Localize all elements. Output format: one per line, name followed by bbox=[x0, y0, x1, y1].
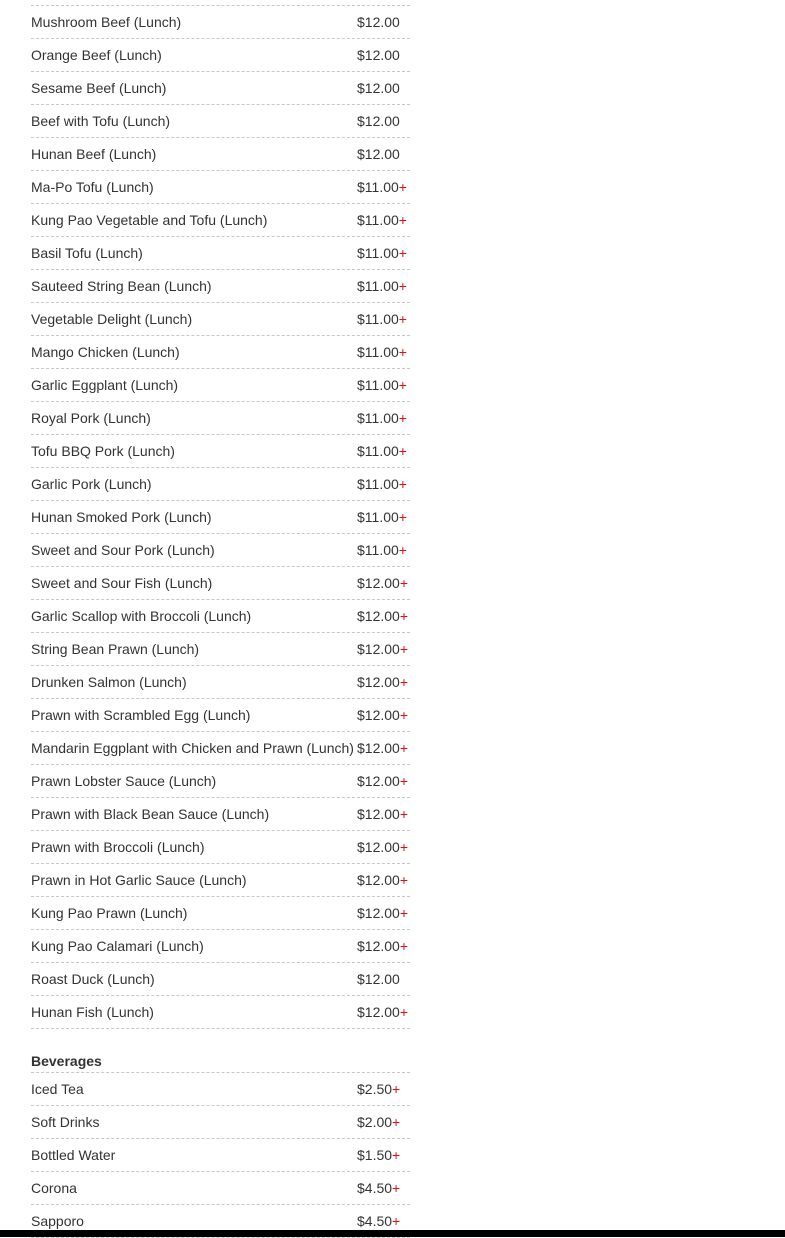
menu-item-name: Sweet and Sour Pork (Lunch) bbox=[31, 542, 215, 558]
add-item-plus-icon[interactable]: + bbox=[399, 938, 409, 954]
menu-item-price-cell bbox=[357, 806, 410, 822]
menu-item-price-cell bbox=[357, 905, 410, 921]
menu-item-name: Drunken Salmon (Lunch) bbox=[31, 674, 187, 690]
menu-item-row[interactable] bbox=[31, 402, 410, 435]
section-spacer bbox=[31, 1029, 410, 1051]
menu-item-price: $12.00 bbox=[357, 938, 400, 954]
menu-item-price: $12.00 bbox=[357, 839, 400, 855]
menu-item-price-cell bbox=[357, 872, 410, 888]
menu-item-row[interactable] bbox=[31, 171, 410, 204]
add-item-plus-icon[interactable]: + bbox=[399, 575, 409, 591]
menu-item-row[interactable] bbox=[31, 699, 410, 732]
menu-item-price: $12.00 bbox=[357, 674, 400, 690]
menu-item-price-cell bbox=[357, 938, 410, 954]
menu-item-price: $11.00 bbox=[357, 443, 399, 459]
menu-item-price-cell bbox=[357, 212, 410, 228]
menu-item-price-cell bbox=[357, 641, 410, 657]
menu-item-row[interactable] bbox=[31, 633, 410, 666]
menu-item-row[interactable] bbox=[31, 864, 410, 897]
add-item-plus-icon[interactable]: + bbox=[398, 245, 407, 261]
menu-item-price-cell bbox=[357, 971, 410, 987]
menu-item-name: Kung Pao Prawn (Lunch) bbox=[31, 905, 188, 921]
menu-item-row[interactable] bbox=[31, 105, 410, 138]
add-item-plus-icon[interactable]: + bbox=[399, 773, 409, 789]
menu-item-name: Ma-Po Tofu (Lunch) bbox=[31, 179, 154, 195]
add-item-plus-icon[interactable]: + bbox=[399, 1004, 409, 1020]
menu-item-row[interactable] bbox=[31, 1073, 410, 1106]
menu-item-price-cell bbox=[357, 47, 410, 63]
menu-item-price: $12.00 bbox=[357, 146, 400, 162]
menu-item-price: $11.00 bbox=[357, 245, 399, 261]
menu-item-price: $12.00 bbox=[357, 971, 400, 987]
menu-item-price: $11.00 bbox=[357, 542, 399, 558]
menu-item-row[interactable] bbox=[31, 666, 410, 699]
menu-item-row[interactable] bbox=[31, 336, 410, 369]
menu-item-price-cell bbox=[357, 14, 410, 30]
menu-item-price: $11.00 bbox=[357, 410, 399, 426]
beverages-section bbox=[31, 1073, 410, 1238]
menu-item-price-cell bbox=[357, 311, 410, 327]
add-item-plus-icon[interactable]: + bbox=[398, 443, 407, 459]
menu-item-row[interactable] bbox=[31, 6, 410, 39]
menu-item-row[interactable] bbox=[31, 435, 410, 468]
menu-item-price-cell bbox=[357, 179, 410, 195]
menu-item-name: Mango Chicken (Lunch) bbox=[31, 344, 180, 360]
menu-item-name: Beef with Tofu (Lunch) bbox=[31, 113, 171, 129]
menu-item-price-cell bbox=[357, 509, 410, 525]
menu-item-price-cell bbox=[357, 113, 410, 129]
menu-item-price: $4.50 bbox=[357, 1180, 393, 1196]
menu-item-row[interactable] bbox=[31, 732, 410, 765]
menu-item-name: Garlic Pork (Lunch) bbox=[31, 476, 152, 492]
menu-item-row[interactable] bbox=[31, 468, 410, 501]
add-item-plus-icon[interactable]: + bbox=[399, 707, 409, 723]
menu-item-price-cell bbox=[357, 377, 410, 393]
menu-item-price: $12.00 bbox=[357, 47, 400, 63]
menu-item-price: $12.00 bbox=[357, 113, 400, 129]
menu-item-row[interactable] bbox=[31, 1172, 410, 1205]
menu-item-price: $12.00 bbox=[357, 905, 400, 921]
menu-item-price: $12.00 bbox=[357, 707, 400, 723]
menu-item-row[interactable] bbox=[31, 963, 410, 996]
add-item-plus-icon[interactable]: + bbox=[398, 179, 407, 195]
menu-item-price: $12.00 bbox=[357, 641, 400, 657]
menu-item-name: Hunan Beef (Lunch) bbox=[31, 146, 157, 162]
menu-item-price: $2.00 bbox=[357, 1114, 393, 1130]
menu-item-row[interactable] bbox=[31, 996, 410, 1029]
menu-item-price: $2.50 bbox=[357, 1081, 393, 1097]
menu-item-price-cell bbox=[357, 1147, 410, 1163]
menu-item-name: Royal Pork (Lunch) bbox=[31, 410, 151, 426]
menu-item-price: $12.00 bbox=[357, 773, 400, 789]
menu-item-price: $11.00 bbox=[357, 509, 399, 525]
menu-item-row[interactable] bbox=[31, 567, 410, 600]
menu-item-name: Bottled Water bbox=[31, 1147, 116, 1163]
add-item-plus-icon[interactable]: + bbox=[392, 1213, 401, 1229]
add-item-plus-icon[interactable]: + bbox=[399, 806, 409, 822]
menu-item-row[interactable] bbox=[31, 897, 410, 930]
menu-item-name: Roast Duck (Lunch) bbox=[31, 971, 155, 987]
menu-item-name: Prawn with Black Bean Sauce (Lunch) bbox=[31, 806, 270, 822]
add-item-plus-icon[interactable]: + bbox=[392, 1180, 401, 1196]
add-item-plus-icon[interactable]: + bbox=[398, 509, 407, 525]
menu-item-price-cell bbox=[357, 278, 410, 294]
menu-item-row[interactable] bbox=[31, 534, 410, 567]
add-item-plus-icon[interactable]: + bbox=[398, 212, 407, 228]
add-item-plus-icon[interactable]: + bbox=[398, 344, 407, 360]
menu-item-price-cell bbox=[357, 476, 410, 492]
menu-item-price: $12.00 bbox=[357, 575, 400, 591]
add-item-plus-icon[interactable]: + bbox=[399, 872, 409, 888]
menu-item-price-cell bbox=[357, 1180, 410, 1196]
menu-item-price-cell bbox=[357, 146, 410, 162]
menu-item-name: Prawn in Hot Garlic Sauce (Lunch) bbox=[31, 872, 247, 888]
add-item-plus-icon[interactable]: + bbox=[399, 674, 409, 690]
add-item-plus-icon[interactable]: + bbox=[399, 839, 409, 855]
menu-item-row[interactable] bbox=[31, 600, 410, 633]
menu-item-name: Sweet and Sour Fish (Lunch) bbox=[31, 575, 213, 591]
menu-item-row[interactable] bbox=[31, 270, 410, 303]
add-item-plus-icon[interactable]: + bbox=[399, 740, 409, 756]
menu-item-name: Vegetable Delight (Lunch) bbox=[31, 311, 193, 327]
menu-item-row[interactable] bbox=[31, 1106, 410, 1139]
add-item-plus-icon[interactable]: + bbox=[398, 278, 407, 294]
menu-item-price: $4.50 bbox=[357, 1213, 393, 1229]
menu-item-row[interactable] bbox=[31, 1139, 410, 1172]
add-item-plus-icon[interactable]: + bbox=[398, 311, 407, 327]
menu-item-name: Mandarin Eggplant with Chicken and Prawn (Lunch) bbox=[31, 740, 354, 756]
menu-item-name: Prawn with Scrambled Egg (Lunch) bbox=[31, 707, 251, 723]
menu-item-price: $11.00 bbox=[357, 278, 399, 294]
menu-item-price: $11.00 bbox=[357, 344, 399, 360]
menu-item-name: Hunan Smoked Pork (Lunch) bbox=[31, 509, 212, 525]
menu-item-price-cell bbox=[357, 839, 410, 855]
menu-item-price: $12.00 bbox=[357, 80, 400, 96]
menu-item-name: Garlic Eggplant (Lunch) bbox=[31, 377, 179, 393]
menu-item-name: Tofu BBQ Pork (Lunch) bbox=[31, 443, 175, 459]
menu-item-price-cell bbox=[357, 608, 410, 624]
menu-item-price-cell bbox=[357, 443, 410, 459]
menu-item-price: $12.00 bbox=[357, 608, 400, 624]
menu-item-price-cell bbox=[357, 707, 410, 723]
menu-item-price: $12.00 bbox=[357, 740, 400, 756]
menu-item-name: Kung Pao Vegetable and Tofu (Lunch) bbox=[31, 212, 268, 228]
menu-item-row[interactable] bbox=[31, 237, 410, 270]
menu-item-row[interactable] bbox=[31, 501, 410, 534]
add-item-plus-icon[interactable]: + bbox=[399, 905, 409, 921]
menu-item-price: $1.50 bbox=[357, 1147, 393, 1163]
menu-item-price-cell bbox=[357, 410, 410, 426]
add-item-plus-icon[interactable]: + bbox=[398, 476, 407, 492]
menu-item-price: $11.00 bbox=[357, 311, 399, 327]
add-item-plus-icon[interactable]: + bbox=[399, 641, 409, 657]
menu-item-row[interactable] bbox=[31, 138, 410, 171]
menu-item-price-cell bbox=[357, 1004, 410, 1020]
menu-item-name: Orange Beef (Lunch) bbox=[31, 47, 162, 63]
menu-item-row[interactable] bbox=[31, 798, 410, 831]
menu-item-row[interactable] bbox=[31, 72, 410, 105]
menu-item-name: Kung Pao Calamari (Lunch) bbox=[31, 938, 204, 954]
menu-item-price-cell bbox=[357, 1081, 410, 1097]
section-title-beverages: Beverages bbox=[31, 1051, 410, 1073]
lunch-section bbox=[31, 6, 410, 1029]
menu-item-name: Corona bbox=[31, 1180, 77, 1196]
menu-item-name: Soft Drinks bbox=[31, 1114, 100, 1130]
bottom-bar bbox=[0, 1230, 785, 1237]
menu-item-name: String Bean Prawn (Lunch) bbox=[31, 641, 200, 657]
menu-item-price: $12.00 bbox=[357, 806, 400, 822]
menu-item-name: Sesame Beef (Lunch) bbox=[31, 80, 167, 96]
menu-item-name: Iced Tea bbox=[31, 1081, 84, 1097]
menu-item-price-cell bbox=[357, 344, 410, 360]
menu-item-name: Sapporo bbox=[31, 1213, 84, 1229]
menu-item-row[interactable] bbox=[31, 369, 410, 402]
menu-item-price-cell bbox=[357, 1213, 410, 1229]
add-item-plus-icon[interactable]: + bbox=[399, 608, 409, 624]
menu-item-price: $11.00 bbox=[357, 179, 399, 195]
add-item-plus-icon[interactable]: + bbox=[398, 410, 407, 426]
menu-item-row[interactable] bbox=[31, 831, 410, 864]
menu-item-name: Mushroom Beef (Lunch) bbox=[31, 14, 182, 30]
menu-item-price: $11.00 bbox=[357, 377, 399, 393]
menu-item-price-cell bbox=[357, 740, 410, 756]
add-item-plus-icon[interactable]: + bbox=[392, 1147, 401, 1163]
add-item-plus-icon[interactable]: + bbox=[392, 1114, 401, 1130]
menu-item-name: Basil Tofu (Lunch) bbox=[31, 245, 143, 261]
menu-item-name: Hunan Fish (Lunch) bbox=[31, 1004, 154, 1020]
menu-item-price-cell bbox=[357, 245, 410, 261]
menu-item-name: Sauteed String Bean (Lunch) bbox=[31, 278, 212, 294]
menu-item-price: $12.00 bbox=[357, 1004, 400, 1020]
add-item-plus-icon[interactable]: + bbox=[398, 377, 407, 393]
menu-item-row[interactable] bbox=[31, 930, 410, 963]
menu-item-row[interactable] bbox=[31, 303, 410, 336]
menu-item-price-cell bbox=[357, 80, 410, 96]
menu-item-price-cell bbox=[357, 542, 410, 558]
menu-item-price: $12.00 bbox=[357, 872, 400, 888]
menu-item-name: Garlic Scallop with Broccoli (Lunch) bbox=[31, 608, 252, 624]
add-item-plus-icon[interactable]: + bbox=[392, 1081, 401, 1097]
menu-item-row[interactable] bbox=[31, 204, 410, 237]
add-item-plus-icon[interactable]: + bbox=[398, 542, 407, 558]
menu-item-price: $11.00 bbox=[357, 212, 399, 228]
menu-item-price: $12.00 bbox=[357, 14, 400, 30]
menu-item-price-cell bbox=[357, 773, 410, 789]
menu-item-row[interactable] bbox=[31, 765, 410, 798]
menu-item-row[interactable] bbox=[31, 39, 410, 72]
menu-item-price-cell bbox=[357, 1114, 410, 1130]
menu-item-price-cell bbox=[357, 575, 410, 591]
menu-item-price-cell bbox=[357, 674, 410, 690]
menu-item-name: Prawn with Broccoli (Lunch) bbox=[31, 839, 205, 855]
menu-item-price: $11.00 bbox=[357, 476, 399, 492]
menu-item-name: Prawn Lobster Sauce (Lunch) bbox=[31, 773, 217, 789]
menu-list bbox=[31, 5, 410, 1238]
